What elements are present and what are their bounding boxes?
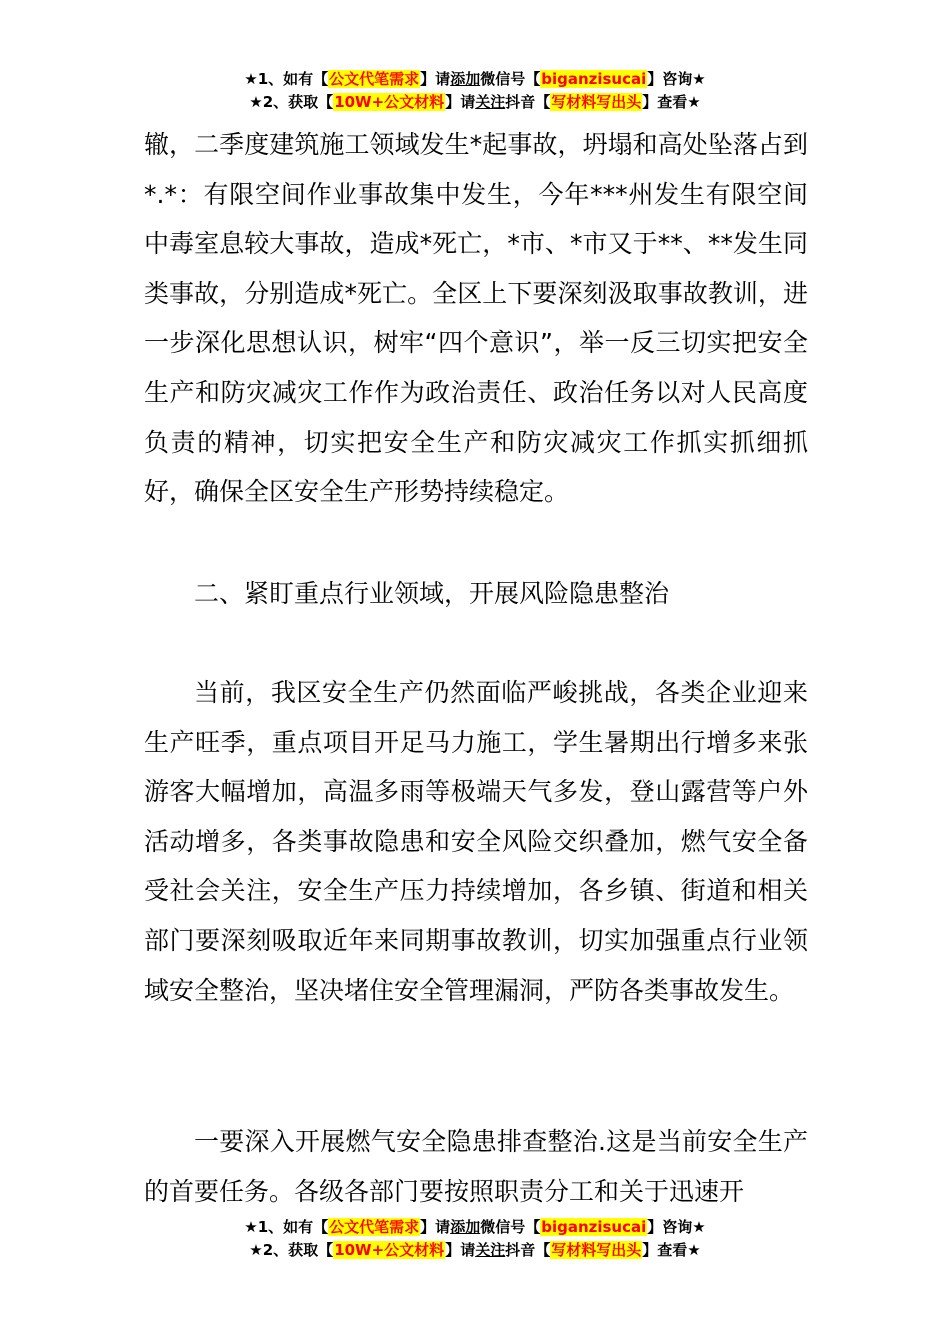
highlight-materials: 10W+公文材料 <box>334 1241 445 1259</box>
highlight-douyin-account: 写材料写出头 <box>551 93 642 111</box>
highlight-wechat-id: biganzisucai <box>541 70 647 88</box>
promo-banner-top <box>0 68 950 114</box>
section-heading-2: 二、紧盯重点行业领域，开展风险隐患整治 <box>194 579 670 608</box>
highlight-service: 公文代笔需求 <box>329 70 420 88</box>
document-paragraph-2: 当前，我区安全生产仍然面临严峻挑战，各类企业迎来生产旺季，重点项目开足马力施工，学生暑期出行增多来张游客大幅增加，高温多雨等极端天气多发，登山露营等户外活动增多，各类事故隐患和安全风险交织叠加，燃气安全备受社会关注，安全生产压力持续增加，各乡镇、街道和相关部门要深刻吸取近年来同期事故教训，切实加强重点行业领域安全整治，坚决堵住安全管理漏洞，严防各类事故发生。 <box>144 678 808 1005</box>
highlight-douyin-account: 写材料写出头 <box>551 1241 642 1259</box>
promo-line-1: ★1、如有【公文代笔需求】请添加微信号【biganzisucai】咨询★ <box>244 1218 706 1236</box>
highlight-wechat-id: biganzisucai <box>541 1218 647 1236</box>
promo-line-1: ★1、如有【公文代笔需求】请添加微信号【biganzisucai】咨询★ <box>244 70 706 88</box>
document-paragraph-1: 辙，二季度建筑施工领域发生*起事故，坍塌和高处坠落占到*.*：有限空间作业事故集中发生，今年***州发生有限空间中毒室息较大事故，造成*死亡，*市、*市又于**、**发生同类事故，分别造成*死亡。全区上下要深刻汲取事故教训，进一步深化思想认识，树牢“四个意识”，举一反三切实把安全生产和防灾减灾工作作为政治责任、政治任务以对人民高度负责的精神，切实把安全生产和防灾减灾工作抓实抓细抓好，确保全区安全生产形势持续稳定。 <box>144 130 808 507</box>
document-paragraph-3: 一要深入开展燃气安全隐患排查整治.这是当前安全生产的首要任务。各级各部门要按照职责分工和关于迅速开 <box>144 1127 808 1206</box>
highlight-materials: 10W+公文材料 <box>334 93 445 111</box>
promo-line-2: ★2、获取【10W+公文材料】请关注抖音【写材料写出头】查看★ <box>249 93 701 111</box>
promo-line-2: ★2、获取【10W+公文材料】请关注抖音【写材料写出头】查看★ <box>249 1241 701 1259</box>
highlight-service: 公文代笔需求 <box>329 1218 420 1236</box>
promo-banner-bottom <box>0 1216 950 1262</box>
